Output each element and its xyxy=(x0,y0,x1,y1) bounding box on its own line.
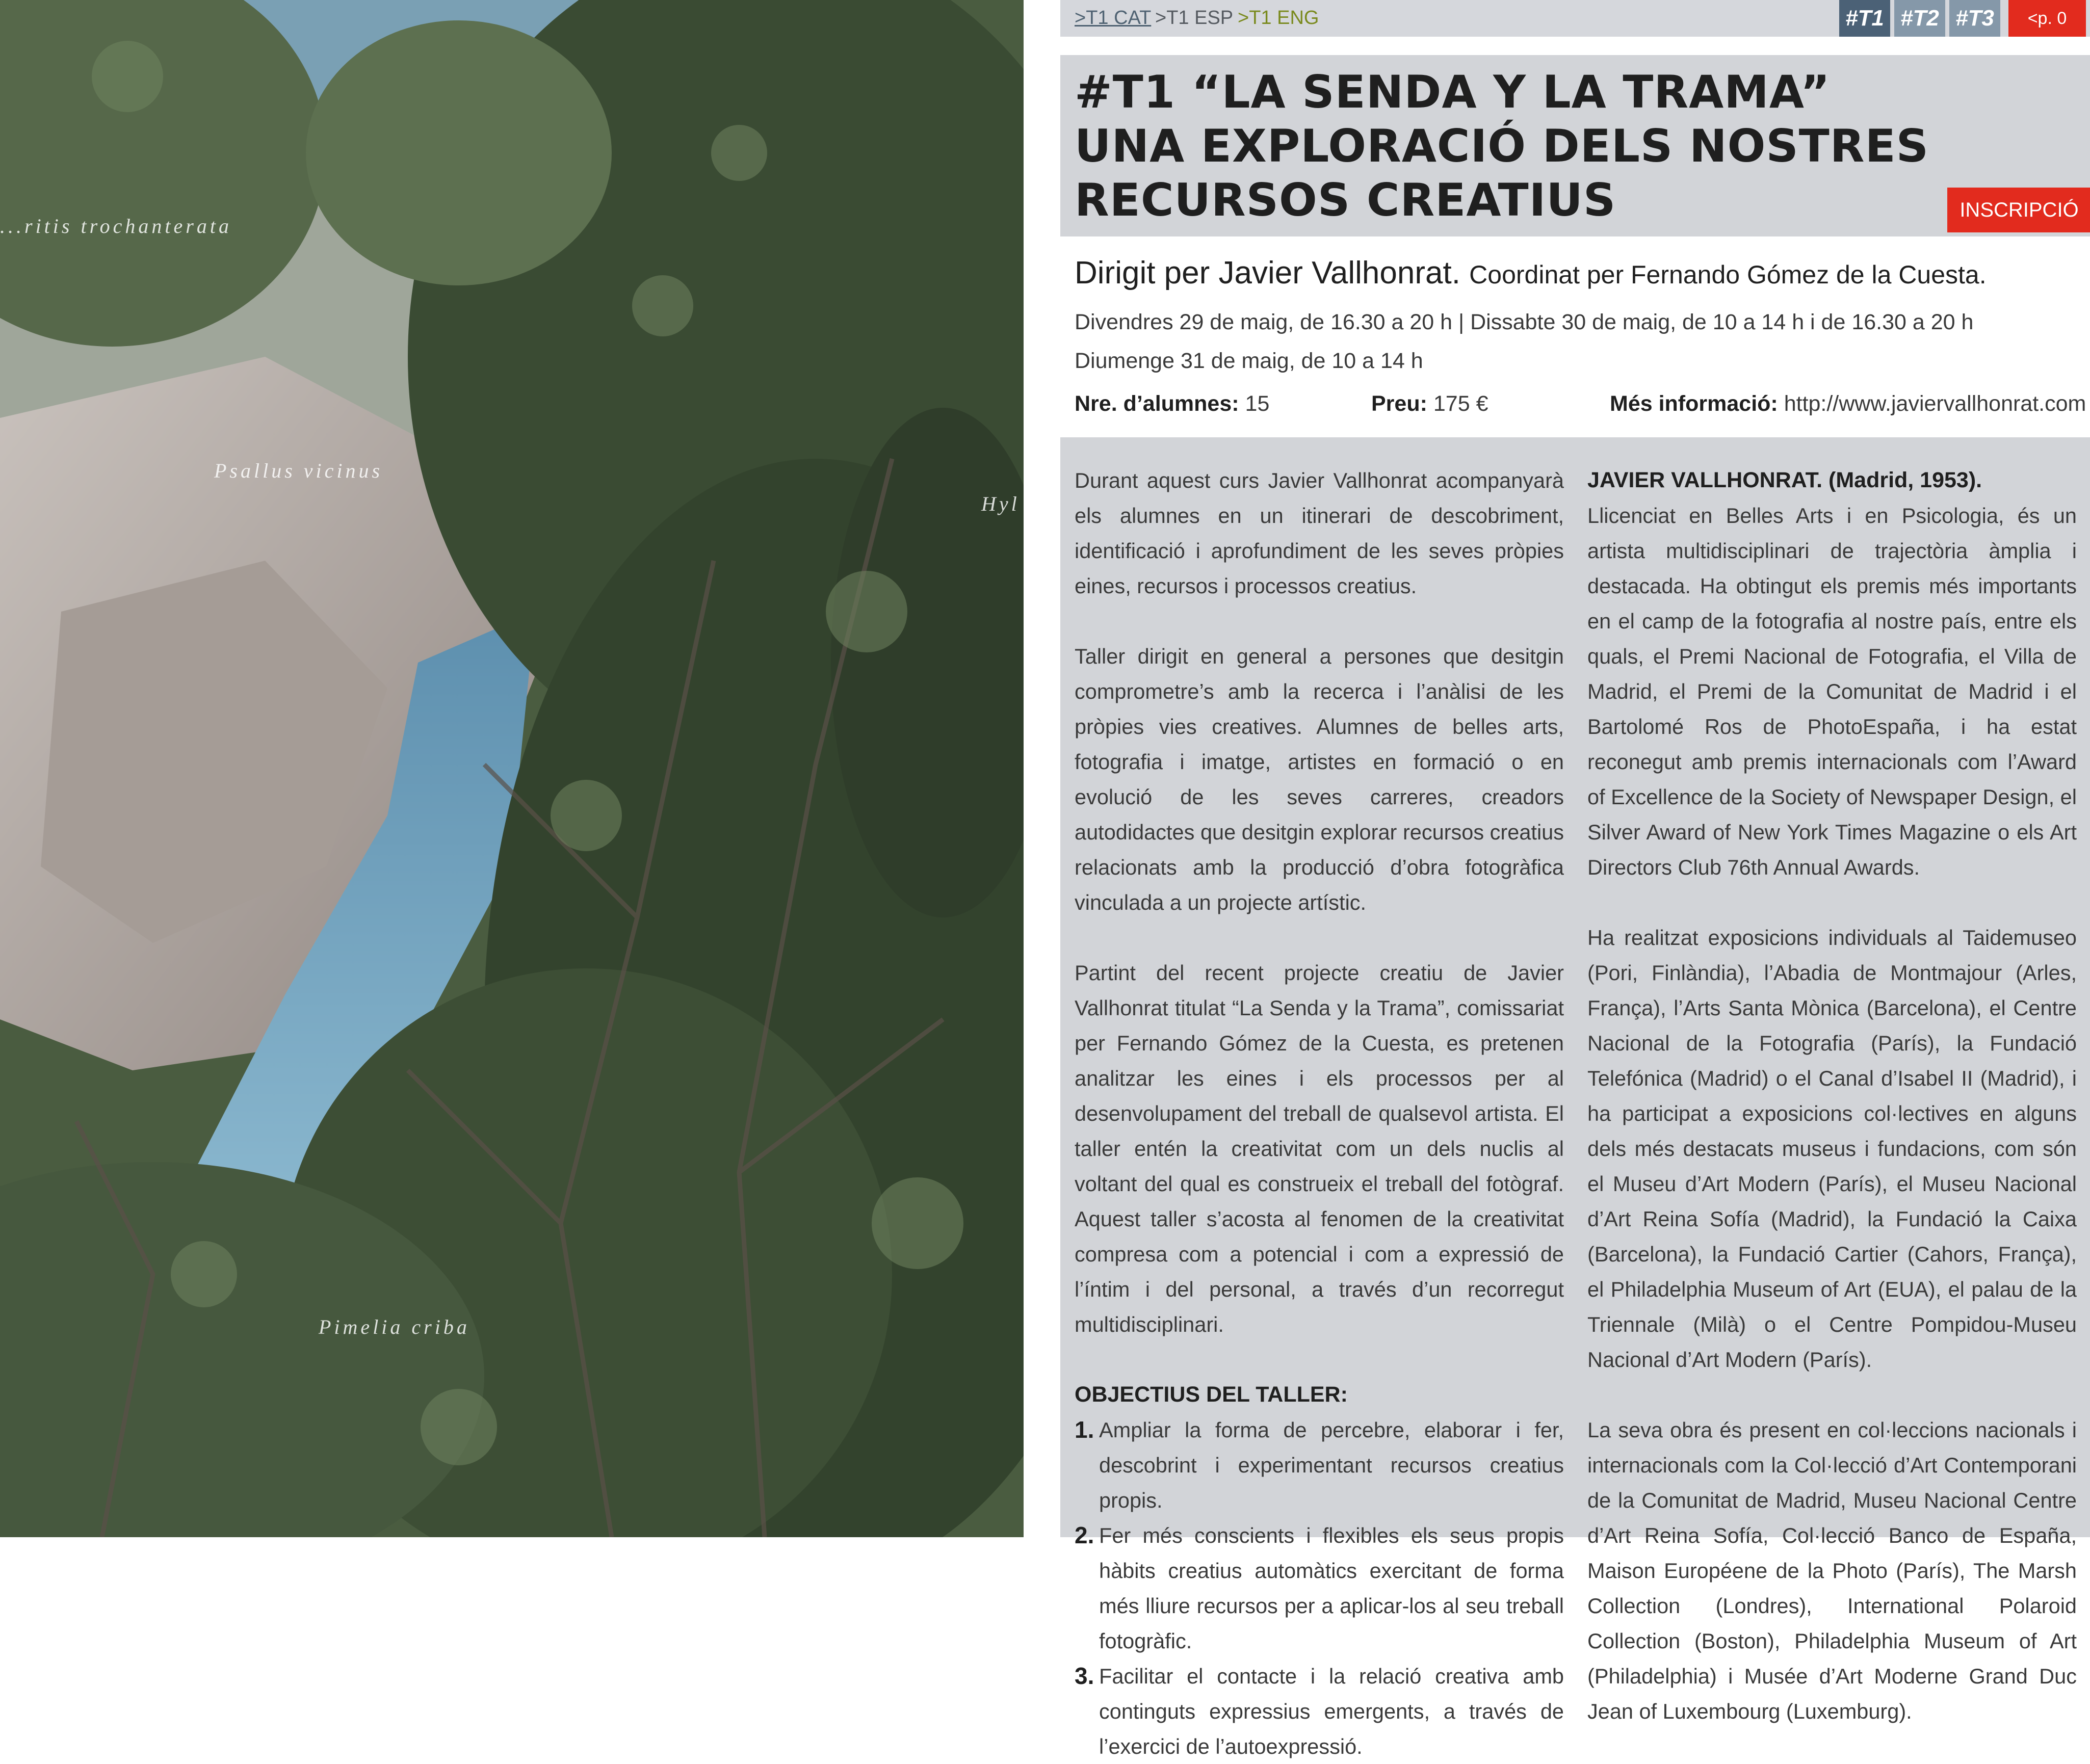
schedule-line-1: Divendres 29 de maig, de 16.30 a 20 h | Dissabte 30 de maig, de 10 a 14 h i de 16.30 a 20 h xyxy=(1075,310,1974,334)
title-line-1: #T1 “LA SENDA Y LA TRAMA” xyxy=(1075,66,1831,118)
title-box xyxy=(1060,55,2090,236)
students-label: Nre. d’alumnes: xyxy=(1075,391,1239,416)
objective-item xyxy=(1075,1518,1564,1658)
nature-photograph xyxy=(0,0,1024,1537)
bio-paragraph-3: La seva obra és present en col·leccions nacionals i internacionals com la Col·lecció d’Art Contemporani de la Comunitat de Madrid, Museu Nacional Centre d’Art Reina Sofía, Col·lecció Banco de España, Maison Européene de la Photo (París), The Marsh Collection (Londres), International Polaroid Collection (Boston), Philadelphia Museum of Art (Philadelphia) i Musée d’Art Moderne Grand Duc Jean of Luxembourg (Luxemburg). xyxy=(1587,1418,2077,1723)
objective-text: Facilitar el contacte i la relació creativa amb continguts expressius emergents, a través de l’exercici de l’autoexpressió. xyxy=(1099,1664,1564,1758)
objective-item xyxy=(1075,1412,1564,1518)
signup-button[interactable]: INSCRIPCIÓ xyxy=(1947,188,2090,232)
price-label: Preu: xyxy=(1371,391,1427,416)
lang-link-eng[interactable]: >T1 ENG xyxy=(1238,7,1319,29)
bio-paragraph-2: Ha realitzat exposicions individuals al Taidemuseo (Pori, Finlàndia), l’Abadia de Montmajour (Arles, França), l’Arts Santa Mònica (Barcelona), el Centre Nacional de la Fotografia (París), la Fundació Telefónica (Madrid) o el Canal d’Isabel II (Madrid), i ha participat a exposicions col·lectives en alguns dels més destacats museus i fundacions, com són el Museu d’Art Modern (París), el Museu Nacional d’Art Reina Sofía (Madrid), la Fundació la Caixa (Barcelona), la Fundació Cartier (Cahors, França), el Philadelphia Museum of Art (EUA), el palau de la Triennale (Milà) o el Centre Pompidou-Museu Nacional d’Art Modern (París). xyxy=(1587,926,2077,1372)
price-fact xyxy=(1371,391,1488,416)
lang-link-cat[interactable]: >T1 CAT xyxy=(1075,7,1152,29)
objective-text: Fer més conscients i flexibles els seus propis hàbits creatius automàtics exercitant de forma més lliure recursos per a aplicar-los al seu treball fotogràfic. xyxy=(1099,1523,1564,1653)
content-panel xyxy=(1024,0,2090,1758)
top-navigation-bar xyxy=(1060,0,2090,37)
body-box xyxy=(1060,437,2090,1758)
objective-number: 2. xyxy=(1075,1522,1094,1548)
tab-t1[interactable]: #T1 xyxy=(1839,0,1890,37)
species-label-2: Psallus vicinus xyxy=(214,459,383,482)
title-line-2: UNA EXPLORACIÓ DELS NOSTRES xyxy=(1075,120,1929,172)
objective-text: Ampliar la forma de percebre, elaborar i fer, descobrint i experimentant recursos creatius propis. xyxy=(1099,1418,1564,1512)
audience-paragraph: Taller dirigit en general a persones que desitgin comprometre’s amb la recerca i l’anàlisi de les pròpies vies creatives. Alumnes de belles arts, fotografia i imatge, artistes en formació o en evolució de les seves carreres, creadors autodidactes que desitgin explorar recursos creatius relacionats amb la producció d’obra fotogràfica vinculada a un projecte artístic. xyxy=(1075,644,1564,914)
species-label-1: ...ritis trochanterata xyxy=(0,215,232,238)
director-line xyxy=(1075,255,1987,291)
intro-paragraph: Durant aquest curs Javier Vallhonrat acompanyarà els alumnes en un itinerari de descobriment, identificació i aprofundiment de les seves pròpies eines, recursos i processos creatius. xyxy=(1075,468,1564,598)
tab-t3[interactable]: #T3 xyxy=(1949,0,2000,37)
page-back-button[interactable]: <p. 0 xyxy=(2008,0,2086,37)
species-label-4: Pimelia criba xyxy=(319,1315,470,1338)
title-line-3: RECURSOS CREATIUS xyxy=(1075,174,1616,226)
tab-t2[interactable]: #T2 xyxy=(1894,0,1945,37)
objective-number: 3. xyxy=(1075,1663,1094,1689)
species-label-3: Hyl xyxy=(981,492,1020,515)
price-value: 175 € xyxy=(1433,391,1488,416)
project-paragraph: Partint del recent projecte creatiu de Javier Vallhonrat titulat “La Senda y la Trama”, comissariat per Fernando Gómez de la Cuesta, es pretenen analitzar les eines i els processos per al desenvolupament del treball de qualsevol artista. El taller entén la creativitat com un dels nuclis al voltant del qual es construeix el treball del fotògraf. Aquest taller s’acosta al fenomen de la creativitat compresa com a potencial i com a expressió de l’íntim i del personal, a través d’un recorregut multidisciplinari. xyxy=(1075,961,1564,1336)
lang-link-esp[interactable]: >T1 ESP xyxy=(1155,7,1234,29)
more-info-label: Més informació: xyxy=(1610,391,1778,416)
right-column xyxy=(1587,463,2077,1764)
students-value: 15 xyxy=(1245,391,1270,416)
director-name: Dirigit per Javier Vallhonrat. xyxy=(1075,255,1460,291)
objectives-list xyxy=(1075,1412,1564,1764)
objective-item xyxy=(1075,1658,1564,1764)
objective-number: 1. xyxy=(1075,1416,1094,1443)
coordinator-name: Coordinat per Fernando Gómez de la Cuesta. xyxy=(1469,260,1987,289)
more-info-link[interactable]: http://www.javiervallhonrat.com xyxy=(1784,391,2086,416)
students-fact xyxy=(1075,391,1269,416)
page-title xyxy=(1075,65,1929,227)
left-column xyxy=(1075,463,1564,1764)
objectives-heading: OBJECTIUS DEL TALLER: xyxy=(1075,1382,1348,1407)
schedule-line-2: Diumenge 31 de maig, de 10 a 14 h xyxy=(1075,349,1423,373)
bio-paragraph-1: Llicenciat en Belles Arts i en Psicologia, és un artista multidisciplinari de trajectòria àmplia i destacada. Ha obtingut els premis més importants en el camp de la fotografia al nostre país, entre els quals, el Premi Nacional de Fotografia, el Villa de Madrid, el Premi de la Comunitat de Madrid i el Bartolomé Ros de PhotoEspaña, i ha estat reconegut amb premis internacionals com l’Award of Excellence de la Society of Newspaper Design, el Silver Award of New York Times Magazine o els Art Directors Club 76th Annual Awards. xyxy=(1587,504,2077,879)
more-info-fact xyxy=(1610,391,2086,416)
bio-heading: JAVIER VALLHONRAT. (Madrid, 1953). xyxy=(1587,468,1982,492)
